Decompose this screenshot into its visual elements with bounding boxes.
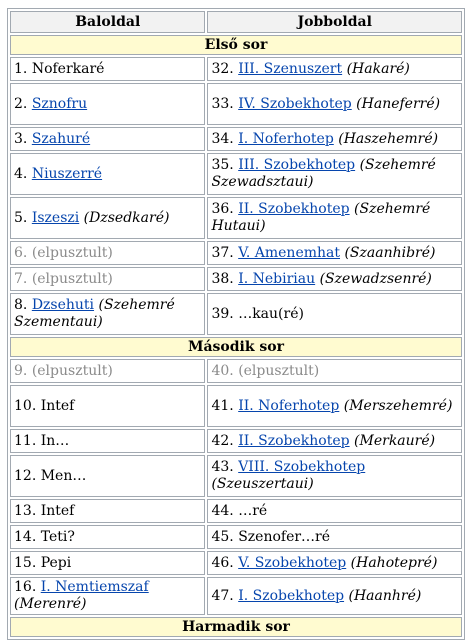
destroyed-label: (elpusztult)	[31, 362, 113, 379]
cell-left	[10, 293, 205, 335]
entry-number: 7.	[14, 270, 32, 287]
entry-number: 10.	[14, 397, 41, 414]
king-name: Noferkaré	[31, 60, 105, 77]
throne-name: (Szeuszertaui)	[211, 476, 314, 492]
cell-right	[207, 455, 462, 497]
column-header-left: Baloldal	[10, 11, 205, 33]
king-link[interactable]: II. Szobekhotep	[238, 201, 350, 217]
cell-right	[207, 197, 462, 239]
cell-left	[10, 57, 205, 81]
entry-number: 36.	[211, 201, 239, 217]
table-row	[10, 551, 462, 575]
cell-right	[207, 551, 462, 575]
throne-name: (Hahotepré)	[346, 554, 438, 571]
destroyed-label: (elpusztult)	[238, 362, 320, 379]
throne-name: (Szehemré Szementaui)	[14, 297, 175, 330]
cell-right	[207, 577, 462, 615]
section-title: Második sor	[10, 337, 462, 357]
entry-number: 40.	[211, 362, 239, 379]
cell-right	[207, 83, 462, 125]
column-header-right: Jobboldal	[207, 11, 462, 33]
king-link[interactable]: III. Szenuszert	[238, 60, 343, 77]
table-row	[10, 267, 462, 291]
cell-right	[207, 525, 462, 549]
cell-left	[10, 499, 205, 523]
cell-left	[10, 455, 205, 497]
king-link[interactable]: I. Nebiriau	[238, 270, 316, 287]
king-name: Intef	[40, 502, 75, 519]
entry-number: 46.	[211, 554, 239, 571]
king-name: Pepi	[40, 554, 72, 571]
table-row	[10, 359, 462, 383]
cell-left	[10, 127, 205, 151]
entry-number: 32.	[211, 60, 239, 77]
entry-number: 41.	[211, 397, 239, 414]
entry-number: 44.	[211, 502, 239, 519]
cell-right	[207, 127, 462, 151]
entry-number: 3.	[14, 130, 32, 147]
throne-name: (Szewadzsenré)	[315, 270, 432, 287]
table-row	[10, 57, 462, 81]
throne-name: (Merszehemré)	[339, 397, 453, 414]
entry-number: 6.	[14, 244, 32, 261]
throne-name: (Merenré)	[14, 596, 87, 612]
king-link[interactable]: I. Noferhotep	[238, 130, 334, 147]
destroyed-label: (elpusztult)	[31, 270, 113, 287]
king-link[interactable]: Iszeszi	[31, 209, 80, 226]
entry-number: 8.	[14, 297, 32, 313]
throne-name: (Haneferré)	[351, 95, 441, 112]
cell-right	[207, 429, 462, 453]
king-link[interactable]: I. Szobekhotep	[238, 587, 345, 604]
entry-number: 11.	[14, 432, 41, 449]
cell-left	[10, 241, 205, 265]
section-title: Harmadik sor	[10, 617, 462, 637]
entry-number: 35.	[211, 157, 239, 173]
throne-name: (Dzsedkaré)	[79, 209, 170, 226]
entry-number: 4.	[14, 165, 32, 182]
king-name: Men…	[40, 467, 87, 484]
entry-number: 16.	[14, 579, 41, 595]
cell-right	[207, 241, 462, 265]
cell-right	[207, 57, 462, 81]
table-row	[10, 241, 462, 265]
throne-name: (Haanhré)	[344, 587, 422, 604]
section-header-row	[10, 337, 462, 357]
entry-number: 33.	[211, 95, 239, 112]
throne-name: (Szehemré Hutaui)	[211, 201, 431, 234]
entry-number: 15.	[14, 554, 41, 571]
cell-right	[207, 359, 462, 383]
king-name: Intef	[40, 397, 75, 414]
entry-number: 9.	[14, 362, 32, 379]
throne-name: (Szaanhibré)	[340, 244, 436, 261]
entry-number: 2.	[14, 95, 32, 112]
cell-left	[10, 267, 205, 291]
section-title: Első sor	[10, 35, 462, 55]
entry-number: 45.	[211, 528, 239, 545]
table-row	[10, 127, 462, 151]
king-name: Teti?	[40, 528, 75, 545]
table-body	[10, 35, 462, 637]
table-row	[10, 293, 462, 335]
entry-number: 47.	[211, 587, 239, 604]
cell-left	[10, 525, 205, 549]
table-row	[10, 577, 462, 615]
entry-number: 43.	[211, 459, 239, 475]
entry-number: 12.	[14, 467, 41, 484]
king-name: In…	[40, 432, 70, 449]
table-row	[10, 455, 462, 497]
entry-number: 34.	[211, 130, 239, 147]
cell-left	[10, 385, 205, 427]
table-row	[10, 385, 462, 427]
king-link[interactable]: Sznofru	[31, 95, 88, 112]
cell-left	[10, 429, 205, 453]
entry-number: 5.	[14, 209, 32, 226]
throne-name: (Merkauré)	[349, 432, 436, 449]
king-link[interactable]: V. Szobekhotep	[238, 554, 347, 571]
king-name: Szenofer…ré	[238, 528, 331, 545]
king-link[interactable]: IV. Szobekhotep	[238, 95, 352, 112]
cell-right	[207, 385, 462, 427]
king-name: …kau(ré)	[238, 305, 304, 322]
king-link[interactable]: I. Nemtiemszaf	[40, 579, 149, 595]
king-link[interactable]: Dzsehuti	[31, 297, 95, 313]
king-link[interactable]: II. Noferhotep	[238, 397, 340, 414]
king-link[interactable]: II. Szobekhotep	[238, 432, 350, 449]
entry-number: 39.	[211, 305, 239, 322]
throne-name: (Szehemré Szewadsztaui)	[211, 157, 436, 190]
table-header-row	[10, 11, 462, 33]
entry-number: 13.	[14, 502, 41, 519]
section-header-row	[10, 617, 462, 637]
cell-right	[207, 499, 462, 523]
kinglist-table-container	[7, 8, 465, 640]
cell-right	[207, 153, 462, 195]
cell-right	[207, 293, 462, 335]
table-row	[10, 197, 462, 239]
cell-left	[10, 83, 205, 125]
destroyed-label: (elpusztult)	[31, 244, 113, 261]
king-link[interactable]: III. Szobekhotep	[238, 157, 356, 173]
table-row	[10, 153, 462, 195]
table-row	[10, 429, 462, 453]
king-link[interactable]: V. Amenemhat	[238, 244, 340, 261]
entry-number: 37.	[211, 244, 239, 261]
table-row	[10, 499, 462, 523]
kinglist-table	[7, 8, 465, 640]
cell-left	[10, 551, 205, 575]
cell-left	[10, 153, 205, 195]
entry-number: 14.	[14, 528, 41, 545]
king-link[interactable]: VIII. Szobekhotep	[238, 459, 366, 475]
cell-left	[10, 197, 205, 239]
cell-left	[10, 359, 205, 383]
table-row	[10, 525, 462, 549]
throne-name: (Hakaré)	[342, 60, 410, 77]
entry-number: 42.	[211, 432, 239, 449]
cell-right	[207, 267, 462, 291]
section-header-row	[10, 35, 462, 55]
king-link[interactable]: Niuszerré	[31, 165, 103, 182]
entry-number: 38.	[211, 270, 239, 287]
king-name: …ré	[238, 502, 268, 519]
entry-number: 1.	[14, 60, 32, 77]
throne-name: (Haszehemré)	[333, 130, 439, 147]
cell-left	[10, 577, 205, 615]
king-link[interactable]: Szahuré	[31, 130, 91, 147]
table-row	[10, 83, 462, 125]
